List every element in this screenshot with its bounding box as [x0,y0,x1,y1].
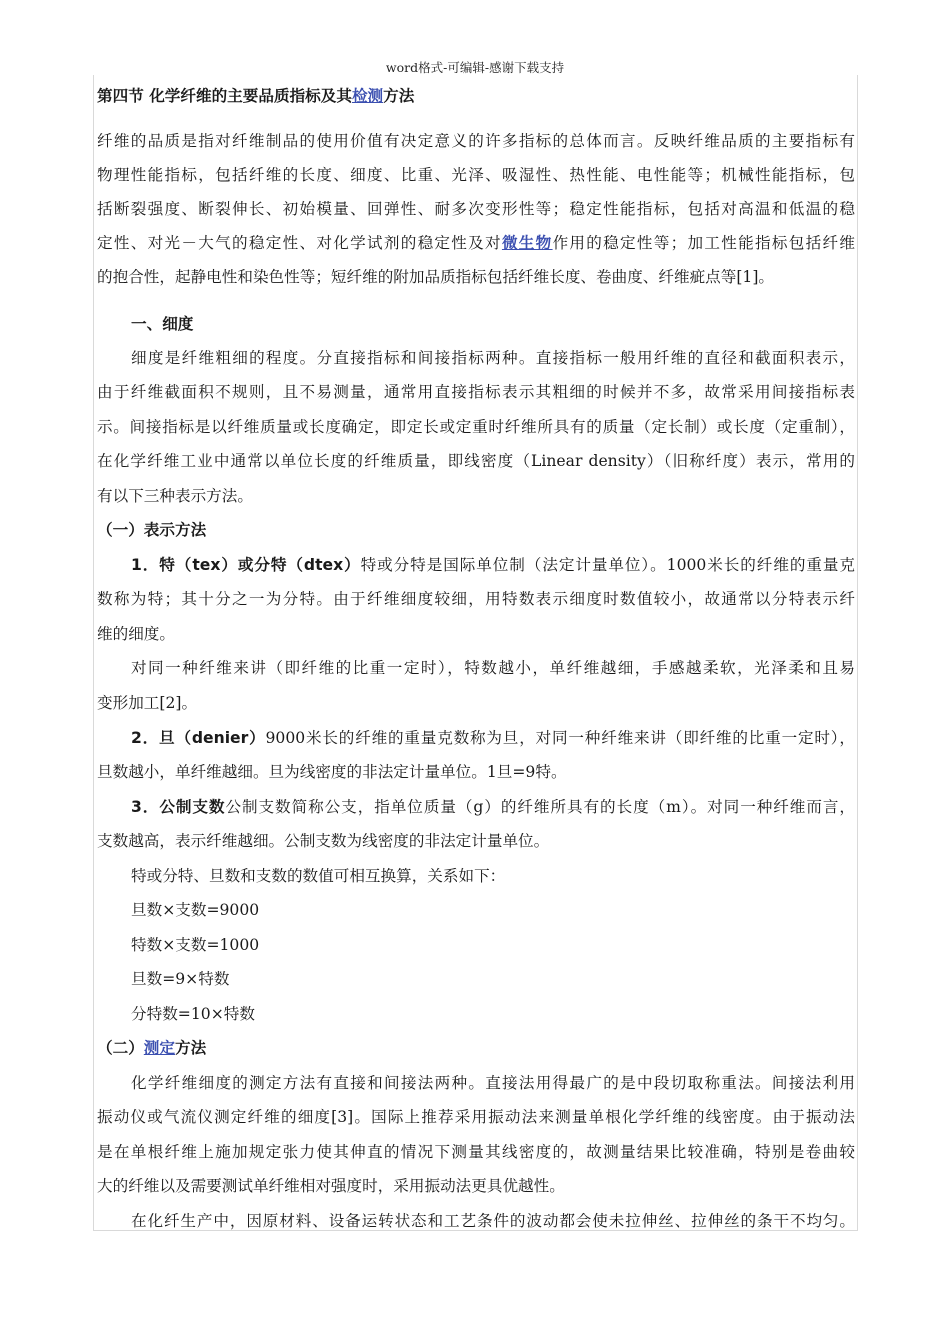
measurement-line-2: 振动仪或气流仪测定纤维的细度[3]。国际上推荐采用振动法来测量单根化学纤维的线密度。由于振动法 [97,1108,855,1126]
intro-line-5: 的抱合性，起静电性和染色性等；短纤维的附加品质指标包括纤维长度、卷曲度、纤维疵点等[1]。 [97,268,775,286]
intro-line-4-text: 定性、对光－大气的稳定性、对化学试剂的稳定性及对 [97,234,502,252]
intro-line-4 [97,233,855,253]
measurement-line-5: 在化纤生产中，因原材料、设备运转状态和工艺条件的波动都会使未拉伸丝、拉伸丝的条干不均匀。 [131,1212,855,1230]
expression-heading: （一）表示方法 [97,520,207,539]
denier-line-1 [131,728,855,748]
fineness-line-3: 示。间接指标是以纤维质量或长度确定，即定长或定重时纤维所具有的质量（定长制）或长度（定重制）， [97,418,855,436]
measurement-line-1: 化学纤维细度的测定方法有直接和间接法两种。直接法用得最广的是中段切取称重法。间接法利用 [131,1074,855,1092]
denier-line-2: 旦数越小，单纤维越细。旦为线密度的非法定计量单位。1旦=9特。 [97,763,567,781]
measurement-line-3: 是在单根纤维上施加规定张力使其伸直的情况下测量其线密度的，故测量结果比较准确，特别是卷曲较 [97,1143,855,1161]
tex-line-1-text: 特或分特是国际单位制（法定计量单位）。1000米长的纤维的重量克 [360,556,855,574]
section-title [97,86,414,106]
formula-3: 旦数=9×特数 [131,970,230,988]
intro-line-1: 纤维的品质是指对纤维制品的使用价值有决定意义的许多指标的总体而言。反映纤维品质的主要指标有 [97,132,855,150]
intro-line-4-suffix: 作用的稳定性等；加工性能指标包括纤维 [552,234,855,252]
fineness-line-1: 细度是纤维粗细的程度。分直接指标和间接指标两种。直接指标一般用纤维的直径和截面积表示， [131,349,855,367]
microorganism-link[interactable]: 微生物 [501,233,553,252]
metric-count-label: 3．公制支数 [131,798,226,816]
tex-line-1 [131,555,855,575]
measurement-heading-prefix: （二） [97,1038,144,1057]
measurement-heading-suffix: 方法 [175,1038,207,1057]
metric-count-line-1-text: 公制支数简称公支，指单位质量（g）的纤维所具有的长度（m）。对同一种纤维而言， [225,798,855,816]
formula-4: 分特数=10×特数 [131,1005,255,1023]
tex-line-3: 维的细度。 [97,625,175,643]
tex-label: 1．特（tex）或分特（dtex） [131,556,361,574]
intro-line-3: 括断裂强度、断裂伸长、初始模量、回弹性、耐多次变形性等；稳定性能指标，包括对高温和低温的稳 [97,200,855,218]
intro-line-2: 物理性能指标，包括纤维的长度、细度、比重、光泽、吸湿性、热性能、电性能等；机械性能指标，包 [97,166,855,184]
fineness-heading: 一、细度 [131,314,194,333]
title-text: 第四节 化学纤维的主要品质指标及其 [97,86,352,105]
measurement-line-4: 大的纤维以及需要测试单纤维相对强度时，采用振动法更具优越性。 [97,1177,565,1195]
page-header: word格式-可编辑-感谢下载支持 [385,60,565,75]
formula-1: 旦数×支数=9000 [131,901,260,919]
metric-count-line-1 [131,797,855,817]
denier-label: 2．旦（denier） [131,729,266,747]
metric-count-line-2: 支数越高，表示纤维越细。公制支数为线密度的非法定计量单位。 [97,832,550,850]
fineness-line-2: 由于纤维截面积不规则，且不易测量，通常用直接指标表示其粗细的时候并不多，故常采用间接指标表 [97,383,855,401]
denier-line-1-text: 9000米长的纤维的重量克数称为旦，对同一种纤维来讲（即纤维的比重一定时）， [265,729,855,747]
measurement-link[interactable]: 测定 [143,1038,175,1057]
formula-2: 特数×支数=1000 [131,936,260,954]
measurement-heading [97,1038,206,1058]
tex-line-2: 数称为特；其十分之一为分特。由于纤维细度较细，用特数表示细度时数值较小，故通常以分特表示纤 [97,590,855,608]
fineness-line-4: 在化学纤维工业中通常以单位长度的纤维质量，即线密度（Linear density）（旧称纤度）表示，常用的 [97,452,855,470]
tex-note-line-1: 对同一种纤维来讲（即纤维的比重一定时），特数越小，单纤维越细，手感越柔软，光泽柔和且易 [131,659,855,677]
detection-link[interactable]: 检测 [351,86,384,105]
title-suffix: 方法 [383,86,415,105]
fineness-line-5: 有以下三种表示方法。 [97,487,253,505]
tex-note-line-2: 变形加工[2]。 [97,694,198,712]
conversion-intro: 特或分特、旦数和支数的数值可相互换算，关系如下： [131,867,506,885]
